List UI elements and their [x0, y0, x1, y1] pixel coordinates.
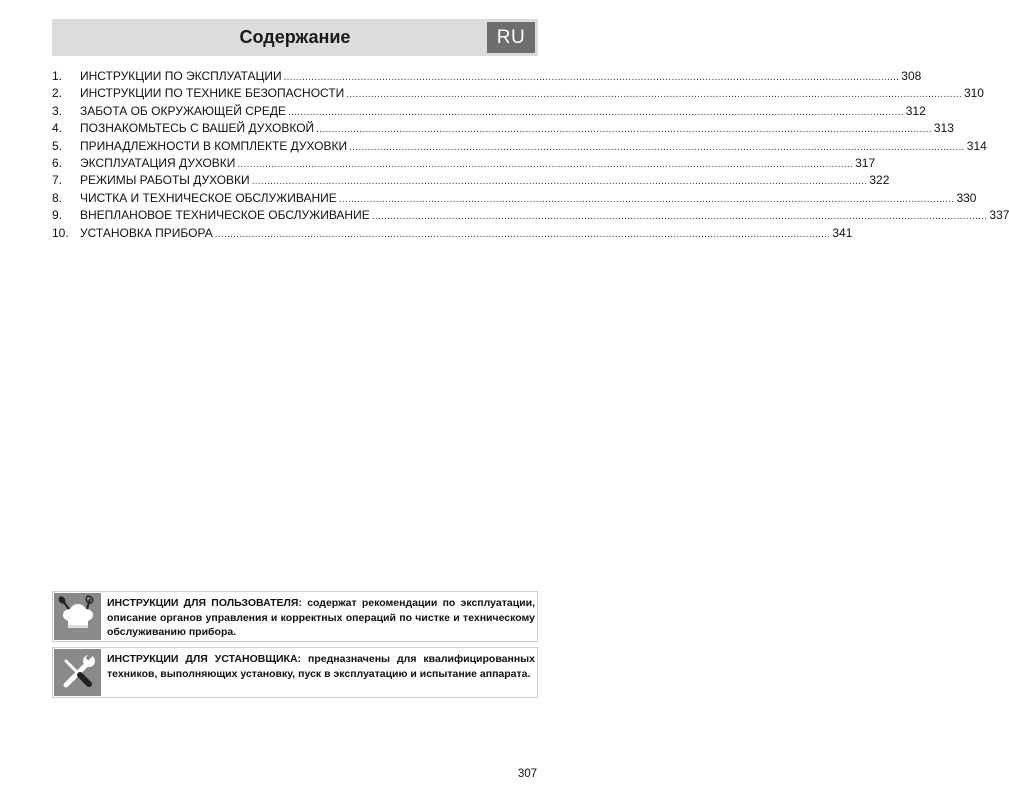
user-instructions-note [52, 591, 538, 642]
toc-item [52, 138, 987, 155]
toc-item-page: 313 [933, 121, 954, 136]
toc-item-page: 317 [855, 155, 876, 170]
toc-item-page: 312 [905, 103, 926, 118]
toc-item [52, 85, 984, 102]
toc-item-number: 1. [52, 69, 63, 83]
toc-item-title: ВНЕПЛАНОВОЕ ТЕХНИЧЕСКОЕ ОБСЛУЖИВАНИЕ [80, 208, 370, 223]
toc-item [52, 68, 922, 85]
toc-dot-leader: ........................................................................................................................................................................................................ [288, 106, 904, 118]
toc-item [52, 155, 876, 172]
toc-item-number: 2. [52, 86, 63, 101]
toc-item-title: ЗАБОТА ОБ ОКРУЖАЮЩЕЙ СРЕДЕ [80, 103, 287, 118]
toc-item-title: ЭКСПЛУАТАЦИЯ ДУХОВКИ [80, 155, 236, 170]
toc-dot-leader: ........................................................................................................................................................................................................ [338, 193, 955, 205]
toc-item-number: 6. [52, 155, 63, 170]
toc-item [52, 225, 853, 242]
installer-instructions-note [52, 647, 538, 698]
toc-item [52, 120, 954, 137]
installer-note-text [107, 652, 535, 681]
toc-item-title: ПРИНАДЛЕЖНОСТИ В КОМПЛЕКТЕ ДУХОВКИ [80, 138, 348, 153]
language-badge: RU [487, 22, 535, 53]
toc-item-title: ИНСТРУКЦИИ ПО ТЕХНИКЕ БЕЗОПАСНОСТИ [80, 86, 345, 101]
toc-item-page: 341 [832, 225, 853, 240]
toc-dot-leader: ........................................................................................................................................................................................................ [316, 124, 932, 136]
toc-item-page: 310 [963, 86, 984, 101]
toc-item-number: 9. [52, 208, 63, 223]
toc-dot-leader: ........................................................................................................................................................................................................ [346, 89, 962, 101]
toc-item-title: ЧИСТКА И ТЕХНИЧЕСКОЕ ОБСЛУЖИВАНИЕ [80, 190, 337, 205]
user-note-lead: ИНСТРУКЦИИ ДЛЯ ПОЛЬЗОВАТЕЛЯ: [107, 597, 302, 609]
toc-item-number: 8. [52, 190, 63, 205]
installer-note-lead: ИНСТРУКЦИИ ДЛЯ УСТАНОВЩИКА: [107, 653, 302, 665]
toc-item [52, 172, 890, 189]
toc-item-number: 3. [52, 103, 63, 118]
toc-dot-leader: ........................................................................................................................................................................................................ [237, 158, 854, 170]
page-title: Содержание [239, 27, 351, 47]
toc-item-number: 5. [52, 138, 63, 153]
toc-dot-leader: ........................................................................................................................................................................................................ [371, 211, 988, 223]
user-note-body: содержат рекомендации по эксплуатации, описание органов управления и корректных операций по чистке и техническому обслуживанию прибора. [107, 597, 535, 638]
user-note-text [107, 596, 535, 640]
toc-dot-leader: ........................................................................................................................................................................................................ [251, 176, 868, 188]
chef-icon [54, 593, 101, 640]
toc-item-page: 337 [989, 208, 1009, 223]
toc-item [52, 103, 926, 120]
toc-dot-leader: ........................................................................................................................................................................................................ [349, 141, 965, 153]
toc-dot-leader: ........................................................................................................................................................................................................ [214, 228, 831, 240]
installer-note-body: предназначены для квалифицированных техников, выполняющих установку, пуск в эксплуатацию и испытание аппарата. [107, 653, 535, 680]
toc-item-number: 4. [52, 121, 63, 136]
toc-item-page: 314 [966, 138, 987, 153]
toc-item [52, 207, 1009, 224]
toc-item-number: 7. [52, 173, 63, 188]
toc-item-number: 10. [52, 225, 69, 240]
tools-icon [54, 649, 101, 696]
toc-item-page: 322 [869, 173, 890, 188]
page-header [52, 19, 538, 56]
toc-item-title: ИНСТРУКЦИИ ПО ЭКСПЛУАТАЦИИ [80, 69, 282, 83]
toc-item [52, 190, 977, 207]
toc-item-title: УСТАНОВКА ПРИБОРА [80, 225, 213, 240]
toc-item-title: ПОЗНАКОМЬТЕСЬ С ВАШЕЙ ДУХОВКОЙ [80, 121, 315, 136]
toc-item-title: РЕЖИМЫ РАБОТЫ ДУХОВКИ [80, 173, 250, 188]
toc-item-page: 308 [901, 69, 922, 83]
toc-item-page: 330 [956, 190, 977, 205]
page-number: 307 [517, 768, 537, 780]
toc-dot-leader: ........................................................................................................................................................................................................ [283, 72, 900, 83]
table-of-contents [52, 68, 1009, 242]
